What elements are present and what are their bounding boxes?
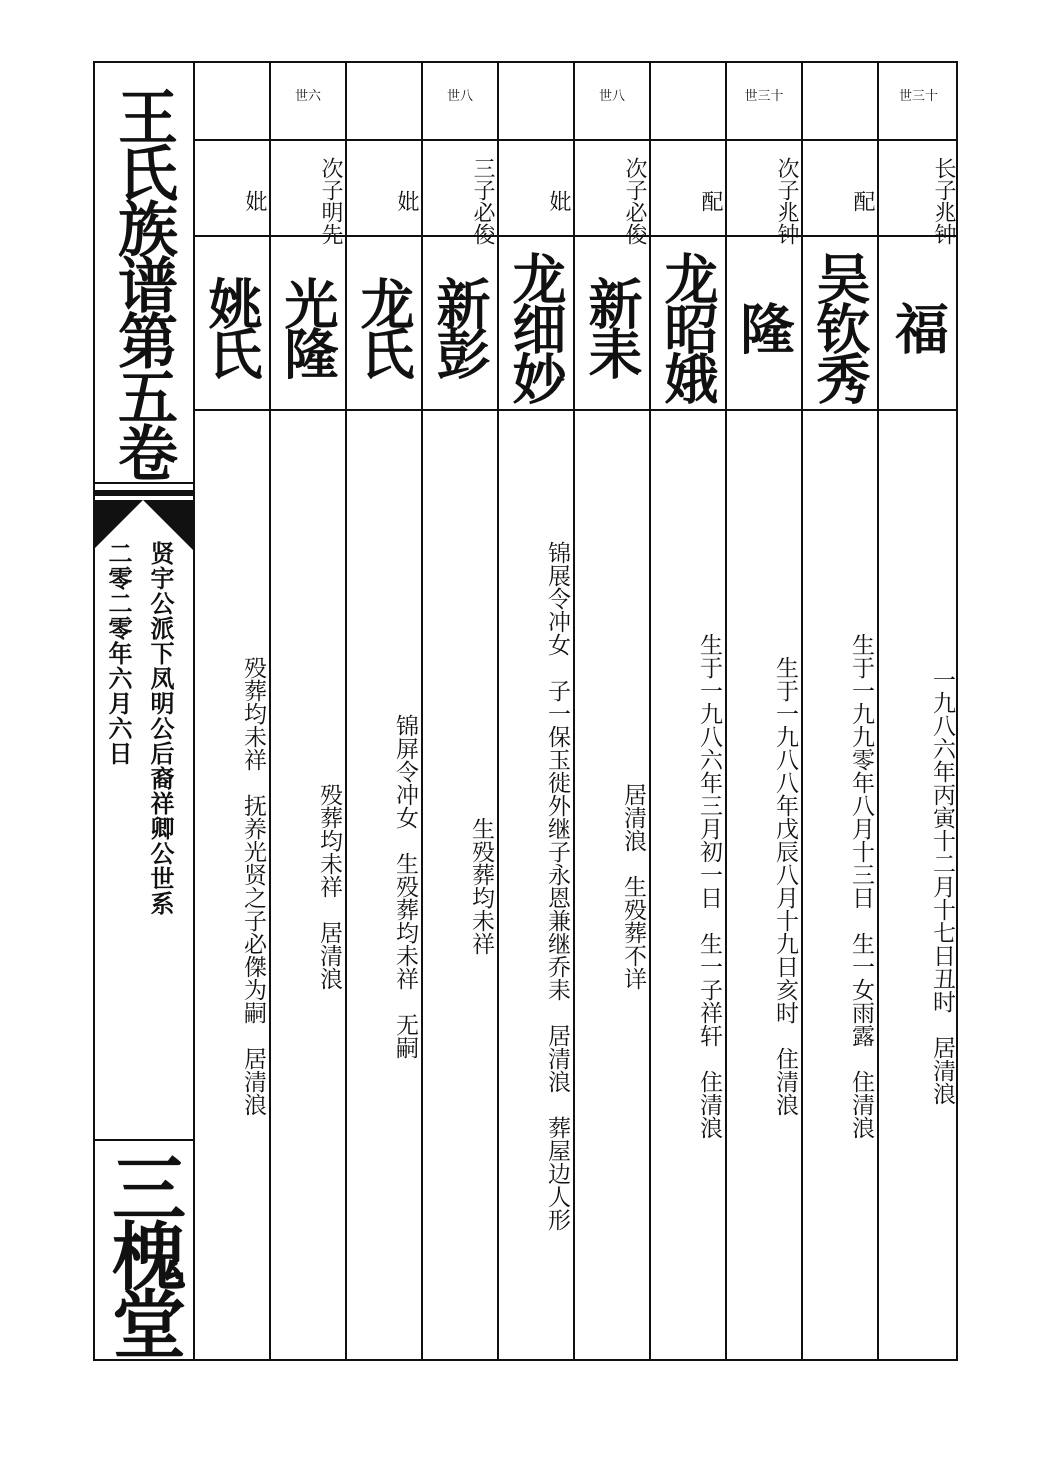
generation-label: 世三十 bbox=[744, 89, 784, 104]
person-biography: 一九八六年丙寅十二月十七日丑时 居清浪 bbox=[929, 667, 955, 1105]
person-name: 姚氏 bbox=[200, 276, 264, 376]
relation-label: 次子兆钟 bbox=[774, 157, 799, 245]
hall-divider bbox=[93, 1139, 193, 1141]
person-name: 光隆 bbox=[276, 276, 340, 376]
entry-column bbox=[727, 61, 803, 1361]
relation-label: 配 bbox=[850, 190, 875, 212]
entry-column bbox=[271, 61, 347, 1361]
entry-column bbox=[651, 61, 727, 1361]
generation-label: 世六 bbox=[294, 89, 321, 104]
person-name: 新耒 bbox=[580, 276, 644, 376]
relation-label: 长子兆钟 bbox=[931, 157, 956, 245]
relation-label: 妣 bbox=[546, 190, 571, 212]
title-panel bbox=[93, 61, 195, 1361]
genealogy-columns bbox=[195, 61, 958, 1361]
branch-lineage: 贤宇公派下凤明公后裔祥卿公世系 bbox=[146, 541, 175, 916]
entry-column bbox=[499, 61, 575, 1361]
person-name: 新彭 bbox=[428, 276, 492, 376]
relation-label: 妣 bbox=[394, 190, 419, 212]
person-name: 吴钦秀 bbox=[808, 251, 872, 401]
person-biography: 锦屏令冲女 生殁葬均未祥 无嗣 bbox=[392, 713, 418, 1059]
generation-label: 世八 bbox=[446, 89, 473, 104]
entry-column bbox=[575, 61, 651, 1361]
relation-label: 次子明先 bbox=[318, 157, 343, 245]
person-name: 隆 bbox=[732, 301, 796, 351]
generation-label: 世八 bbox=[598, 89, 625, 104]
person-biography: 居清浪 生殁葬不详 bbox=[620, 782, 646, 990]
relation-label: 配 bbox=[698, 190, 723, 212]
person-biography: 殁葬均未祥 居清浪 bbox=[316, 782, 342, 990]
person-name: 龙细妙 bbox=[504, 251, 568, 401]
person-biography: 生于一九九零年八月十三日 生一女雨露 住清浪 bbox=[848, 633, 874, 1139]
title-divider bbox=[93, 482, 193, 484]
generation-label: 世三十 bbox=[898, 89, 938, 104]
person-name: 福 bbox=[886, 301, 951, 351]
person-biography: 殁葬均未祥 抚养光贤之子必傑为嗣 居清浪 bbox=[240, 656, 266, 1116]
person-biography: 生于一九八六年三月初一日 生一子祥轩 住清浪 bbox=[696, 633, 722, 1139]
entry-column bbox=[195, 61, 271, 1361]
person-name: 龙昭娥 bbox=[656, 251, 720, 401]
hall-name: 三槐堂 bbox=[100, 1149, 186, 1354]
person-biography: 锦展令冲女 子一保玉徙外继子永恩兼继乔耒 居清浪 葬屋边人形 bbox=[544, 541, 570, 1231]
entry-column bbox=[423, 61, 499, 1361]
relation-label: 三子必俊 bbox=[470, 157, 495, 245]
entry-column bbox=[803, 61, 879, 1361]
book-title: 王氏族谱第五卷 bbox=[108, 86, 178, 478]
person-name: 龙氏 bbox=[352, 276, 416, 376]
entry-column bbox=[347, 61, 423, 1361]
person-biography: 生于一九八八年戊辰八月十九日亥时 住清浪 bbox=[772, 656, 798, 1116]
relation-label: 次子必俊 bbox=[622, 157, 647, 245]
compile-date: 二零二零年六月六日 bbox=[104, 541, 133, 766]
relation-label: 妣 bbox=[242, 190, 267, 212]
person-biography: 生殁葬均未祥 bbox=[468, 817, 494, 955]
entry-column bbox=[879, 61, 958, 1361]
